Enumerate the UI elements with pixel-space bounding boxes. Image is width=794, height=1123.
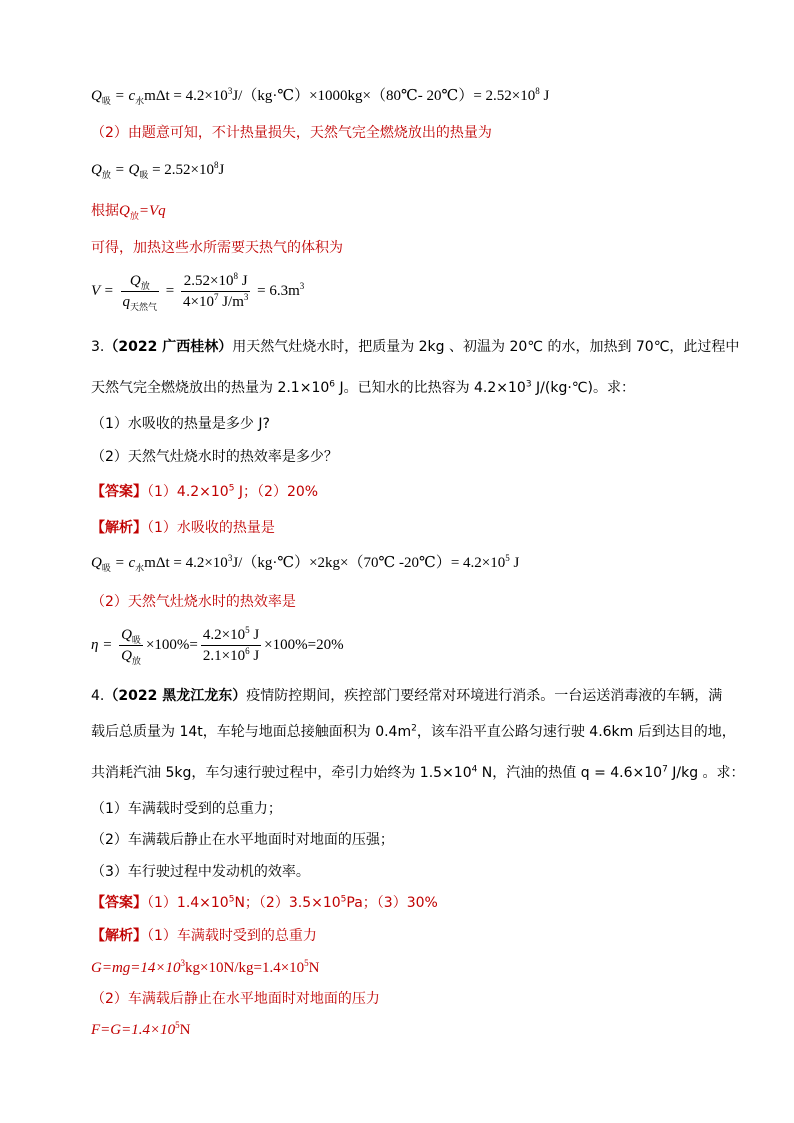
problem-3-line-1: 3.（2022 广西桂林）用天然气灶烧水时，把质量为 2kg 、初温为 20℃ 的水，加热到 70℃，此过程中: [91, 339, 740, 355]
problem-3-efficiency-intro: （2）天然气灶烧水时的热效率是: [91, 594, 296, 610]
problem-4-question-1: （1）车满载时受到的总重力；: [91, 801, 282, 817]
problem-4-question-3: （3）车行驶过程中发动机的效率。: [91, 864, 310, 880]
volume-equation: V = $\frac{Q_放}{q_{天然气}}$ = $\frac{2.52\times 10^8 J}{4\times 10^7 J/m^3}$ = $6.3m^3$: [91, 271, 305, 312]
volume-intro: 可得，加热这些水所需要天热气的体积为: [91, 240, 343, 256]
heat-absorbed-equation: $Q_吸 = c_水m\Delta t$ = $4.2\times 10^3J/(kg\cdot℃)\times 1000kg\times(80℃-$ 20℃）= $2.52\times 10^8$ J: [91, 86, 550, 106]
basis-line: 根据$Q_放=Vq$: [91, 203, 166, 222]
problem-3-question-2: （2）天然气灶烧水时的热效率是多少？: [91, 449, 338, 465]
problem-3-heat-equation: $Q_吸 = c_水m\Delta t$ = $4.2\times 10^3J/(kg\cdot℃)\times 2kg\times(70℃$ -20℃）= $4.2\times 10^5$ J: [91, 553, 520, 573]
problem-3-efficiency-equation: η = $\frac{Q_吸}{Q_放}$ ×100%= $\frac{4.2\times 10^5 J}{2.1\times 10^6 J}$ ×100%=20%: [91, 625, 344, 666]
heat-released-equation: $Q_放 = Q_吸 = 2.52\times 10^8J$: [91, 160, 225, 180]
problem-4-question-2: （2）车满载后静止在水平地面时对地面的压强；: [91, 832, 394, 848]
problem-4-line-3: 共消耗汽油 5kg，车匀速行驶过程中，牵引力始终为 $1.5\times 10^4$ N，汽油的热值 $q = 4.6\times 10^7$ J/kg 。求：: [91, 764, 745, 781]
problem-4-line-1: 4.（2022 黑龙江龙东）疫情防控期间，疾控部门要经常对环境进行消杀。一台运送消毒液的车辆，满: [91, 688, 723, 704]
fraction-q-over-q: $\frac{Q_放}{q_{天然气}}$: [122, 273, 158, 312]
problem-4-gravity-equation: $G=mg=14\times 10^3kg\times 10N/kg=1.4\times 10^5N$: [91, 958, 320, 976]
problem-3-answer: 【答案】$(1)4.2\times 10^5$ J；（2）20%: [91, 483, 319, 500]
problem-4-analysis: 【解析】（1）车满载时受到的总重力: [91, 928, 317, 944]
fraction-values: $\frac{2.52\times 10^8 J}{4\times 10^7 J/m^3}$: [183, 271, 249, 310]
problem-3-analysis: 【解析】（1）水吸收的热量是: [91, 520, 275, 536]
problem-4-line-2: 载后总质量为 14t，车轮与地面总接触面积为 $0.4m^2$，该车沿平直公路匀速行驶 4.6km 后到达目的地，: [91, 723, 736, 740]
problem-4-force-equation: $F=G=1.4\times 10^5N$: [91, 1020, 191, 1038]
problem-4-pressure-intro: （2）车满载后静止在水平地面时对地面的压力: [91, 991, 380, 1007]
problem-3-line-2: 天然气完全燃烧放出的热量为 $2.1\times 10^6$ J。已知水的比热容为 $4.2\times 10^3$ J/(kg·℃)。求：: [91, 379, 635, 396]
problem-3-question-1: （1）水吸收的热量是多少 J?: [91, 416, 270, 432]
step-2-text: （2）由题意可知，不计热量损失，天然气完全燃烧放出的热量为: [91, 125, 492, 141]
problem-4-answer: 【答案】$(1)1.4\times 10^5N$；$(2)3.5\times 10^5Pa$；（3）30%: [91, 894, 438, 911]
